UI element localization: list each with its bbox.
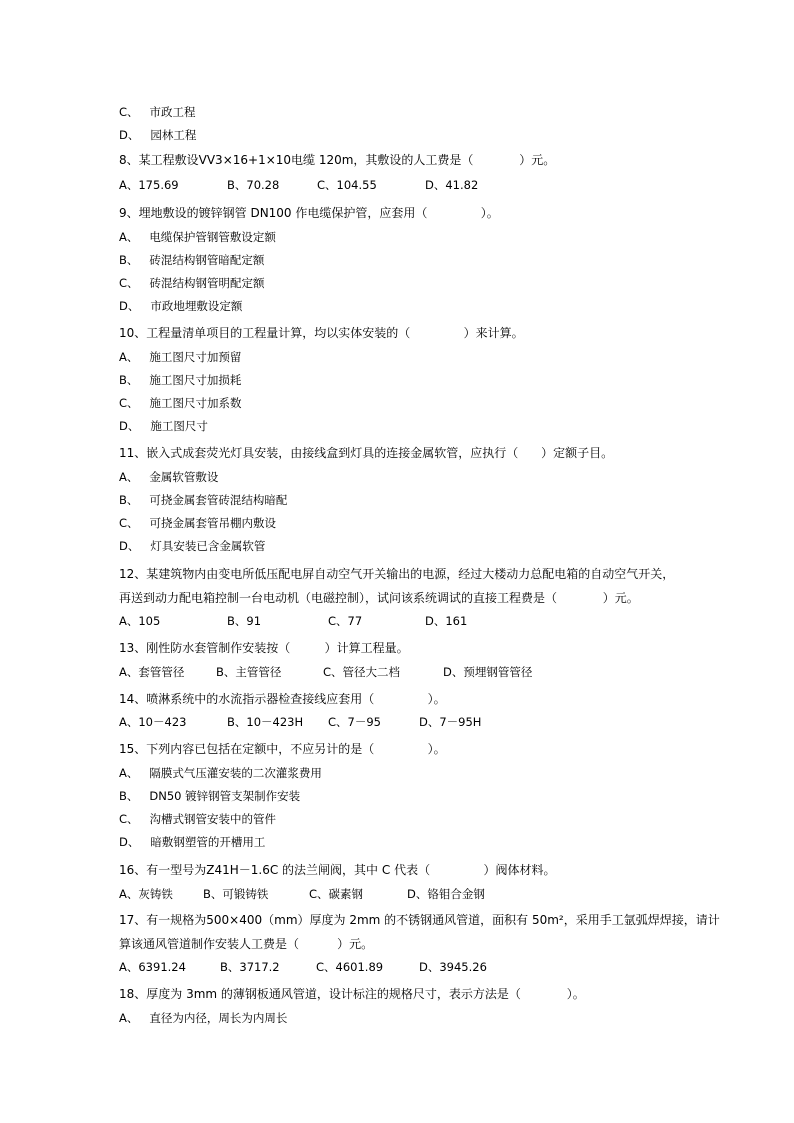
q10-option-c: C、 施工图尺寸加系数 xyxy=(119,396,242,410)
q10-option-a: A、 施工图尺寸加预留 xyxy=(119,350,242,364)
q15-option-b: B、 DN50 镀锌钢管支架制作安装 xyxy=(119,789,301,803)
question-18: 18、厚度为 3mm 的薄钢板通风管道，设计标注的规格尺寸，表示方法是（ ）。 xyxy=(119,987,585,1001)
q12-option-a: A、105 xyxy=(119,614,161,628)
q8-option-b: B、70.28 xyxy=(227,178,280,192)
q14-option-a: A、10－423 xyxy=(119,715,187,729)
q9-option-a: A、 电缆保护管钢管敷设定额 xyxy=(119,230,276,244)
option-d-landscape: D、 园林工程 xyxy=(119,128,197,142)
q12-option-d: D、161 xyxy=(425,614,468,628)
q10-option-d: D、 施工图尺寸 xyxy=(119,419,208,433)
q14-option-d: D、7－95H xyxy=(419,715,482,729)
q8-option-c: C、104.55 xyxy=(317,178,377,192)
q13-option-b: B、主管管径 xyxy=(216,665,282,679)
q13-option-d: D、预埋钢管管径 xyxy=(443,665,533,679)
q8-option-a: A、175.69 xyxy=(119,178,179,192)
question-17-line-2: 算该通风管道制作安装人工费是（ ）元。 xyxy=(119,937,374,951)
q9-option-c: C、 砖混结构钢管明配定额 xyxy=(119,276,265,290)
question-9: 9、埋地敷设的镀锌钢管 DN100 作电缆保护管，应套用（ ）。 xyxy=(119,206,499,220)
q11-option-a: A、 金属软管敷设 xyxy=(119,470,219,484)
q10-option-b: B、 施工图尺寸加损耗 xyxy=(119,373,242,387)
question-12-line-2: 再送到动力配电箱控制一台电动机（电磁控制），试问该系统调试的直接工程费是（ ）元。 xyxy=(119,591,639,605)
q16-option-a: A、灰铸铁 xyxy=(119,887,173,901)
q9-option-d: D、 市政地埋敷设定额 xyxy=(119,299,243,313)
q13-option-a: A、套管管径 xyxy=(119,665,185,679)
question-10: 10、工程量清单项目的工程量计算，均以实体安装的（ ）来计算。 xyxy=(119,326,524,340)
q16-option-d: D、铬钼合金钢 xyxy=(407,887,485,901)
q15-option-c: C、 沟槽式钢管安装中的管件 xyxy=(119,812,276,826)
question-11: 11、嵌入式成套荧光灯具安装，由接线盒到灯具的连接金属软管，应执行（ ）定额子目。 xyxy=(119,446,614,460)
question-16: 16、有一型号为Z41H－1.6C 的法兰闸阀，其中 C 代表（ ）阀体材料。 xyxy=(119,863,556,877)
q8-option-d: D、41.82 xyxy=(425,178,479,192)
q17-option-c: C、4601.89 xyxy=(316,960,384,974)
q17-option-d: D、3945.26 xyxy=(419,960,487,974)
q18-option-a: A、 直径为内径，周长为内周长 xyxy=(119,1011,288,1025)
question-17-line-1: 17、有一规格为500×400（mm）厚度为 2mm 的不锈钢通风管道，面积有 50m²，采用手工氩弧焊焊接，请计 xyxy=(119,913,720,927)
question-15: 15、下列内容已包括在定额中，不应另计的是（ ）。 xyxy=(119,742,446,756)
q14-option-c: C、7－95 xyxy=(328,715,381,729)
question-13: 13、刚性防水套管制作安装按（ ）计算工程量。 xyxy=(119,641,409,655)
question-12-line-1: 12、某建筑物内由变电所低压配电屏自动空气开关输出的电源，经过大楼动力总配电箱的自动空气开关， xyxy=(119,567,675,581)
question-8: 8、某工程敷设VV3×16+1×10电缆 120m，其敷设的人工费是（ ）元。 xyxy=(119,153,556,167)
q12-option-b: B、91 xyxy=(227,614,262,628)
q15-option-d: D、 暗敷钢塑管的开槽用工 xyxy=(119,835,266,849)
q11-option-d: D、 灯具安装已含金属软管 xyxy=(119,539,266,553)
q9-option-b: B、 砖混结构钢管暗配定额 xyxy=(119,253,265,267)
q16-option-c: C、碳素钢 xyxy=(309,887,364,901)
q11-option-c: C、 可挠金属套管吊棚内敷设 xyxy=(119,516,276,530)
option-c-municipal: C、 市政工程 xyxy=(119,105,196,119)
q13-option-c: C、管径大二档 xyxy=(323,665,401,679)
q17-option-b: B、3717.2 xyxy=(220,960,280,974)
q11-option-b: B、 可挠金属套管砖混结构暗配 xyxy=(119,493,288,507)
q12-option-c: C、77 xyxy=(328,614,363,628)
q17-option-a: A、6391.24 xyxy=(119,960,186,974)
question-14: 14、喷淋系统中的水流指示器检查接线应套用（ ）。 xyxy=(119,692,446,706)
q14-option-b: B、10－423H xyxy=(227,715,304,729)
q15-option-a: A、 隔膜式气压灌安装的二次灌浆费用 xyxy=(119,766,322,780)
q16-option-b: B、可锻铸铁 xyxy=(203,887,269,901)
